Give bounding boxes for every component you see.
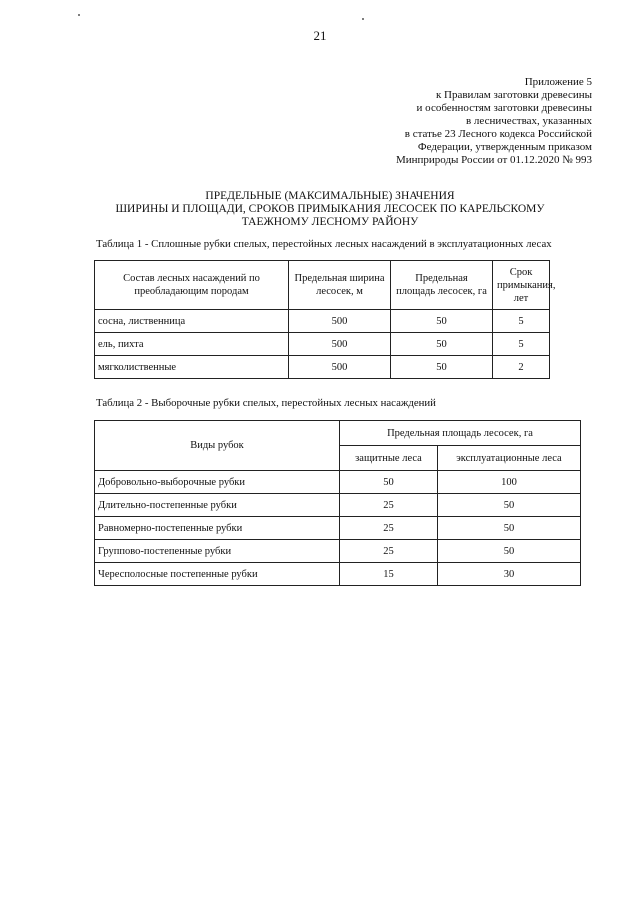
header-cut-type: Виды рубок <box>95 421 340 471</box>
row-cut-type: Длительно-постепенные рубки <box>95 494 340 517</box>
table-row <box>95 471 581 494</box>
title-line: ПРЕДЕЛЬНЫЕ (МАКСИМАЛЬНЫЕ) ЗНАЧЕНИЯ <box>205 190 455 202</box>
annex-line: Минприроды России от 01.12.2020 № 993 <box>395 154 592 166</box>
row-exploitation: 50 <box>438 494 581 517</box>
table-header-row <box>95 261 550 310</box>
annex-line: к Правилам заготовки древесины <box>435 89 592 101</box>
table-row <box>95 563 581 586</box>
header-protective-forests: защитные леса <box>340 446 438 471</box>
annex-block <box>332 76 592 167</box>
table-row <box>95 356 550 379</box>
selective-cut-table <box>94 420 581 586</box>
header-max-width: Предельная ширина лесосек, м <box>289 261 391 310</box>
annex-line: и особенностям заготовки древесины <box>416 102 592 114</box>
row-protective: 50 <box>340 471 438 494</box>
table-row <box>95 494 581 517</box>
title-line: ТАЕЖНОМУ ЛЕСНОМУ РАЙОНУ <box>241 216 419 228</box>
row-protective: 25 <box>340 494 438 517</box>
row-term: 2 <box>493 356 550 379</box>
row-species: сосна, лиственница <box>95 310 289 333</box>
table-row <box>95 517 581 540</box>
row-term: 5 <box>493 310 550 333</box>
annex-line: в статье 23 Лесного кодекса Российской <box>404 128 592 140</box>
row-exploitation: 50 <box>438 540 581 563</box>
table2-caption: Таблица 2 - Выборочные рубки спелых, перестойных лесных насаждений <box>96 397 436 409</box>
header-max-area: Предельная площадь лесосек, га <box>391 261 493 310</box>
table-row <box>95 310 550 333</box>
table-header-row <box>95 421 581 446</box>
row-cut-type: Группово-постепенные рубки <box>95 540 340 563</box>
row-width: 500 <box>289 333 391 356</box>
row-cut-type: Чересполосные постепенные рубки <box>95 563 340 586</box>
row-width: 500 <box>289 356 391 379</box>
scan-speck <box>78 14 80 16</box>
row-protective: 15 <box>340 563 438 586</box>
annex-line: Приложение 5 <box>524 76 592 88</box>
row-area: 50 <box>391 356 493 379</box>
row-term: 5 <box>493 333 550 356</box>
table-row <box>95 540 581 563</box>
row-protective: 25 <box>340 540 438 563</box>
header-composition: Состав лесных насаждений по преобладающим породам <box>95 261 289 310</box>
row-exploitation: 100 <box>438 471 581 494</box>
annex-line: Федерации, утвержденным приказом <box>417 141 592 153</box>
table-row <box>95 333 550 356</box>
row-exploitation: 50 <box>438 517 581 540</box>
title-line: ШИРИНЫ И ПЛОЩАДИ, СРОКОВ ПРИМЫКАНИЯ ЛЕСОСЕК ПО КАРЕЛЬСКОМУ <box>115 203 545 215</box>
row-species: ель, пихта <box>95 333 289 356</box>
annex-line: в лесничествах, указанных <box>465 115 592 127</box>
row-protective: 25 <box>340 517 438 540</box>
row-cut-type: Добровольно-выборочные рубки <box>95 471 340 494</box>
page-number: 21 <box>313 28 327 43</box>
row-area: 50 <box>391 333 493 356</box>
clear-cut-table <box>94 260 556 379</box>
row-width: 500 <box>289 310 391 333</box>
row-exploitation: 30 <box>438 563 581 586</box>
header-exploitation-forests: эксплуатационные леса <box>438 446 581 471</box>
row-area: 50 <box>391 310 493 333</box>
row-species: мягколиственные <box>95 356 289 379</box>
table1-caption: Таблица 1 - Сплошные рубки спелых, перестойных лесных насаждений в эксплуатационных лесах <box>96 238 552 250</box>
document-title <box>110 190 550 229</box>
row-cut-type: Равномерно-постепенные рубки <box>95 517 340 540</box>
header-adjacency-term: Срок примыкания, лет <box>493 261 550 310</box>
scan-speck <box>362 18 364 20</box>
header-max-area: Предельная площадь лесосек, га <box>340 421 581 446</box>
